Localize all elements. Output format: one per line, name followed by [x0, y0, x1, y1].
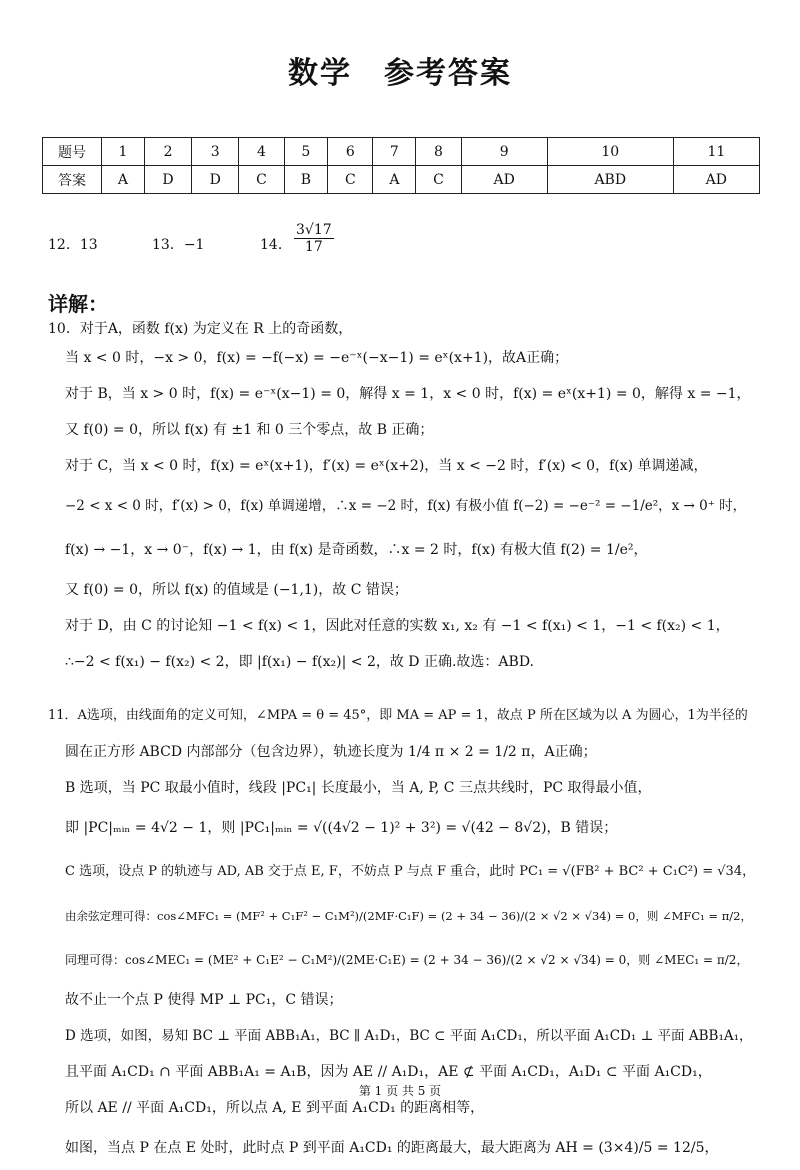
question-number: 5: [284, 138, 328, 166]
text-line: 同理可得：cos∠MEC₁ = (ME² + C₁E² − C₁M²)/(2ME·C₁E) = (2 + 34 − 36)/(2 × √2 × √34) = 0，则 ∠MEC₁ = π/2，: [65, 953, 749, 967]
table-row: [43, 166, 760, 194]
row-label: 答案: [43, 166, 102, 194]
question-number: 9: [461, 138, 547, 166]
text-line: −2 < x < 0 时，f′(x) > 0，f(x) 单调递增，∴x = −2 时，f(x) 有极小值 f(−2) = −e⁻² = −1/e²，x → 0⁺ 时，: [65, 498, 747, 514]
text-line: 又 f(0) = 0，所以 f(x) 有 ±1 和 0 三个零点，故 B 正确；: [65, 422, 434, 438]
question-number: 7: [373, 138, 416, 166]
question-number: 3: [192, 138, 239, 166]
text-line: 如图，当点 P 在点 E 处时，此时点 P 到平面 A₁CD₁ 的距离最大，最大距离为 AH = (3×4)/5 = 12/5，: [65, 1140, 719, 1156]
text-line: 对于 C，当 x < 0 时，f(x) = eˣ(x+1)，f′(x) = eˣ(x+2)，当 x < −2 时，f′(x) < 0，f(x) 单调递减，: [65, 458, 708, 474]
answer-cell: AD: [461, 166, 547, 194]
text-line: 由余弦定理可得：cos∠MFC₁ = (MF² + C₁F² − C₁M²)/(2MF·C₁F) = (2 + 34 − 36)/(2 × √2 × √34) = 0，则 ∠MFC₁ = π/2，: [65, 909, 752, 923]
page-title: 数学 参考答案: [288, 56, 512, 91]
answer-cell: A: [373, 166, 416, 194]
text-line: ∴−2 < f(x₁) − f(x₂) < 2，即 |f(x₁) − f(x₂)| < 2，故 D 正确.故选：ABD.: [65, 654, 534, 670]
table-row: [43, 138, 760, 166]
answer-13: 13．−1: [152, 237, 205, 253]
fraction-numerator: 3√17: [296, 222, 332, 238]
answer-cell: D: [144, 166, 191, 194]
text-line: 对于 B，当 x > 0 时，f(x) = e⁻ˣ(x−1) = 0，解得 x = 1，x < 0 时，f(x) = eˣ(x+1) = 0，解得 x = −1，: [65, 386, 751, 402]
fraction-denominator: 17: [304, 239, 323, 255]
answer-14-fraction: [294, 222, 334, 255]
answer-cell: ABD: [547, 166, 673, 194]
answer-cell: B: [284, 166, 328, 194]
solution-text: [48, 318, 764, 1170]
answer-cell: C: [416, 166, 461, 194]
text-line: 故不止一个点 P 使得 MP ⊥ PC₁，C 错误；: [65, 992, 343, 1008]
answer-cell: AD: [673, 166, 759, 194]
answer-cell: C: [328, 166, 373, 194]
text-line: 即 |PC|ₘᵢₙ = 4√2 − 1，则 |PC₁|ₘᵢₙ = √((4√2 − 1)² + 3²) = √(42 − 8√2)，B 错误；: [65, 820, 618, 836]
question-number: 1: [102, 138, 145, 166]
question-number: 6: [328, 138, 373, 166]
text-line: B 选项，当 PC 取最小值时，线段 |PC₁| 长度最小，当 A, P, C 三点共线时，PC 取得最小值，: [65, 780, 652, 796]
text-line: 圆在正方形 ABCD 内部部分（包含边界），轨迹长度为 1/4 π × 2 = 1/2 π，A正确；: [65, 744, 597, 760]
answer-cell: D: [192, 166, 239, 194]
text-line: D 选项，如图，易知 BC ⊥ 平面 ABB₁A₁，BC ∥ A₁D₁，BC ⊂ 平面 A₁CD₁，所以平面 A₁CD₁ ⊥ 平面 ABB₁A₁，: [65, 1028, 753, 1044]
text-line: C 选项，设点 P 的轨迹与 AD, AB 交于点 E, F，不妨点 P 与点 F 重合，此时 PC₁ = √(FB² + BC² + C₁C²) = √34，: [65, 864, 756, 879]
section-title: 详解：: [48, 292, 108, 316]
question-number: 8: [416, 138, 461, 166]
text-line: f(x) → −1，x → 0⁻，f(x) → 1，由 f(x) 是奇函数，∴x = 2 时，f(x) 有极大值 f(2) = 1/e²，: [65, 542, 648, 558]
question-number: 11: [673, 138, 759, 166]
answer-cell: A: [102, 166, 145, 194]
question-number: 4: [239, 138, 284, 166]
answer-12: 12．13: [48, 237, 98, 253]
answer-14-label: 14．: [260, 237, 292, 253]
question-number: 10: [547, 138, 673, 166]
text-line: 11．A选项，由线面角的定义可知，∠MPA = θ = 45°，即 MA = AP = 1，故点 P 所在区域为以 A 为圆心，1为半径的: [48, 708, 748, 723]
text-line: 又 f(0) = 0，所以 f(x) 的值域是 (−1,1)，故 C 错误；: [65, 582, 408, 598]
text-line: 且平面 A₁CD₁ ∩ 平面 ABB₁A₁ = A₁B，因为 AE // A₁D₁，AE ⊄ 平面 A₁CD₁，A₁D₁ ⊂ 平面 A₁CD₁，: [65, 1064, 712, 1080]
text-line: 10．对于A，函数 f(x) 为定义在 R 上的奇函数，: [48, 321, 353, 337]
answer-cell: C: [239, 166, 284, 194]
answer-table: [42, 137, 760, 194]
text-line: 所以 AE // 平面 A₁CD₁，所以点 A, E 到平面 A₁CD₁ 的距离相等，: [65, 1100, 485, 1116]
text-line: 当 x < 0 时，−x > 0，f(x) = −f(−x) = −e⁻ˣ(−x−1) = eˣ(x+1)，故A正确；: [65, 350, 569, 366]
question-number: 2: [144, 138, 191, 166]
row-label: 题号: [43, 138, 102, 166]
fill-in-answers: [48, 222, 748, 266]
text-line: 对于 D，由 C 的讨论知 −1 < f(x) < 1，因此对任意的实数 x₁, x₂ 有 −1 < f(x₁) < 1，−1 < f(x₂) < 1，: [65, 618, 730, 634]
page-footer: 第 1 页 共 5 页: [358, 1084, 442, 1098]
